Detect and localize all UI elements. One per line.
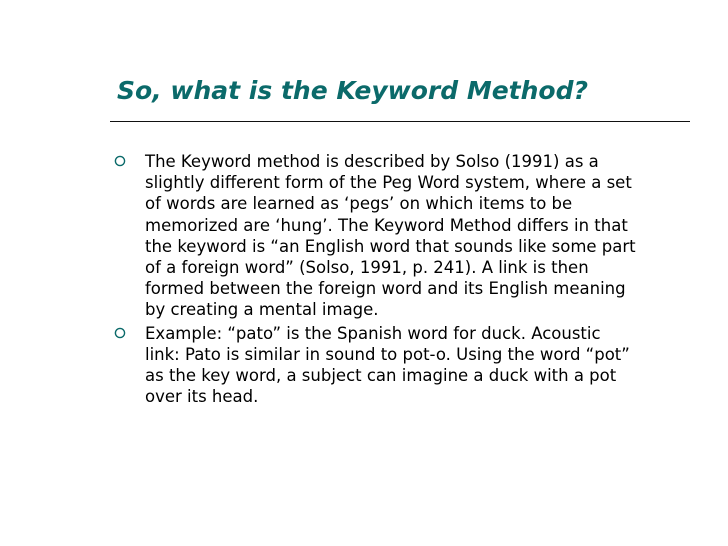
hollow-circle-icon [114,327,126,339]
bullet-item-definition [110,151,695,321]
slide-title: So, what is the Keyword Method? [117,76,588,105]
hollow-circle-icon [114,155,126,167]
bullet-item-example [110,323,695,408]
bullet-text-example: Example: “pato” is the Spanish word for duck. Acoustic link: Pato is similar in sound to pot-o. Using the word “pot” as the key word, a subject can imagine a duck with a pot over its head. [145,323,630,407]
bullet-list [110,151,695,407]
bullet-text-definition: The Keyword method is described by Solso (1991) as a slightly different form of the Peg Word system, where a set of words are learned as ‘pegs’ on which items to be memorized are ‘hung’. The Keyword Method differs in that the keyword is “an English word that sounds like some part of a foreign word” (Solso, 1991, p. 241). A link is then formed between the foreign word and its English meaning by creating a mental image. [145,152,636,320]
title-divider [110,121,690,122]
